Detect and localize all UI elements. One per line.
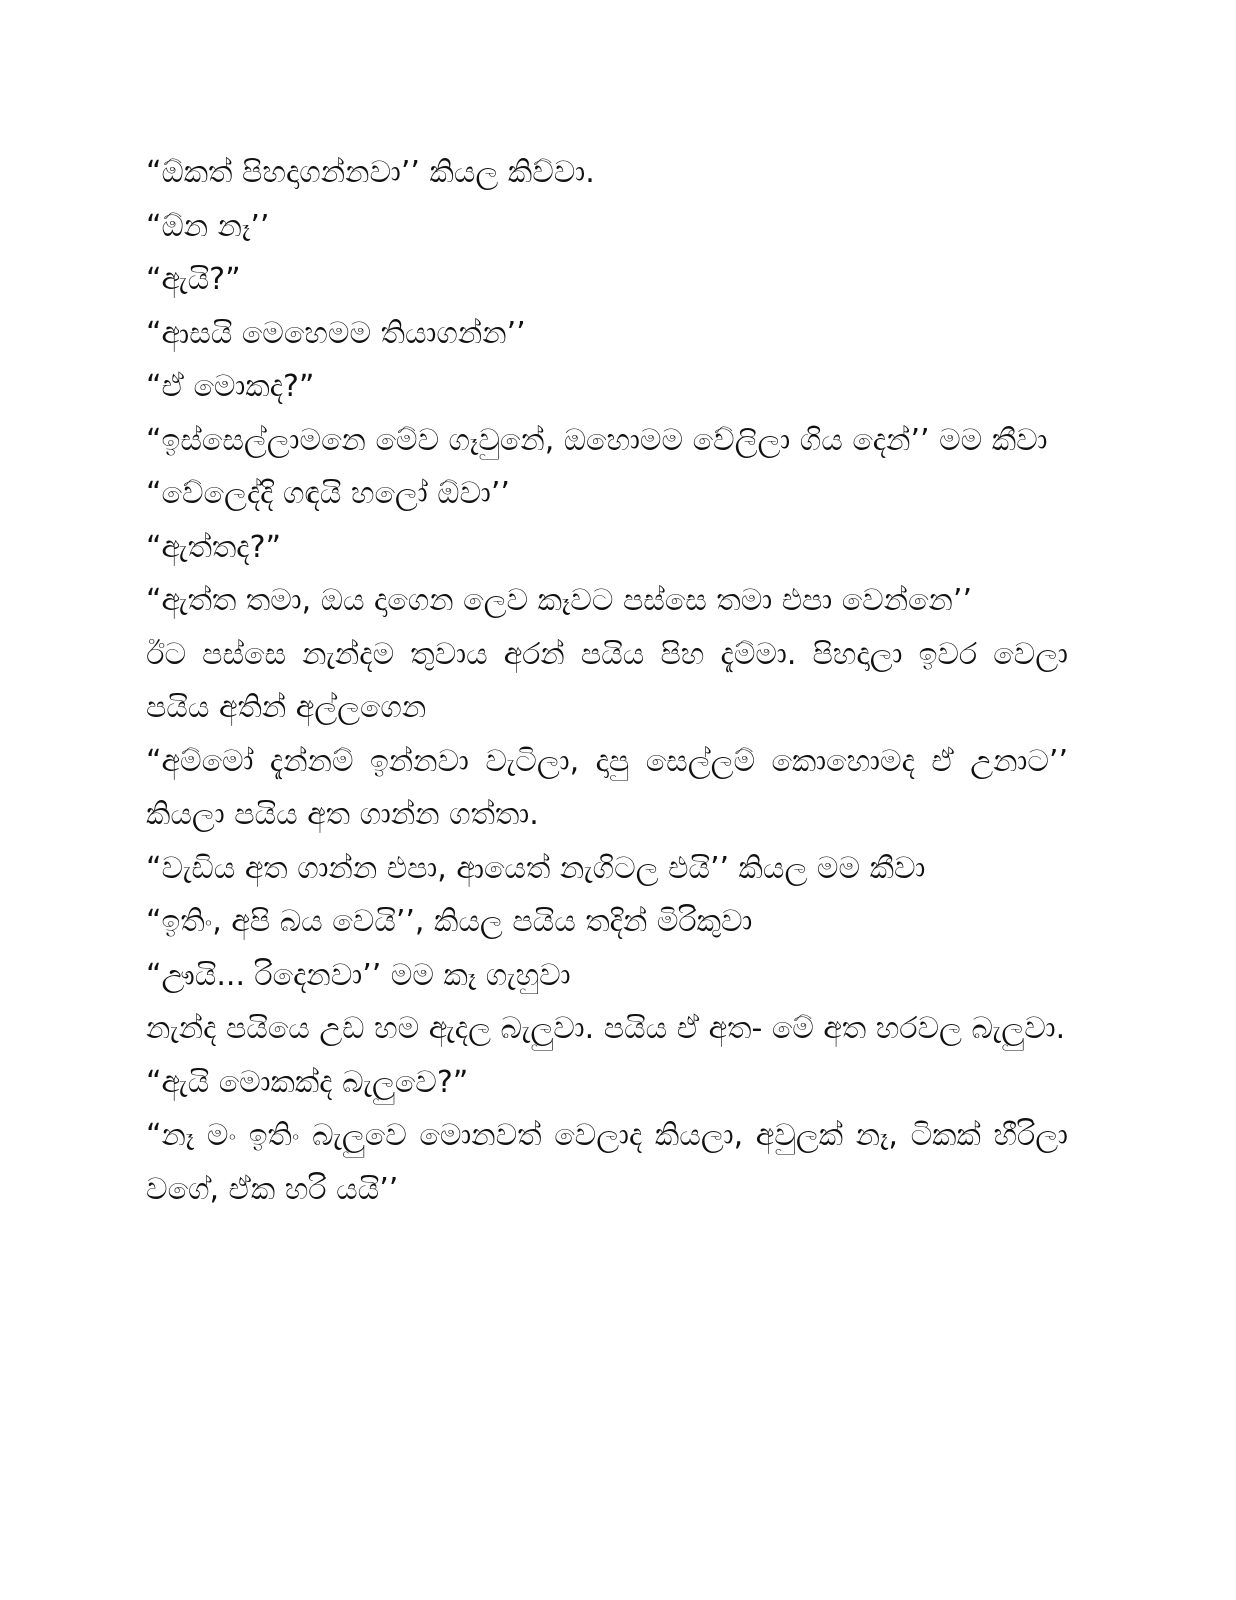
paragraph-5: “ඒ මොකද?” xyxy=(146,369,315,404)
paragraph-16: “ඇයි මොකක්ද බැලුවෙ?” xyxy=(146,1064,469,1100)
paragraph-7: “වේලෙද්දි ගඳයි හලෝ ඕවා’’ xyxy=(146,476,510,511)
paragraph-14: “ඌයි... රිදෙනවා’’ මම කෑ ගැහුවා xyxy=(146,957,571,993)
paragraph-2: “ඕන නෑ’’ xyxy=(146,208,270,244)
paragraph-17: “නෑ මං ඉතිං බැලුවෙ මොනවත් වෙලාද කියලා, අවුලක් නෑ, ටිකක් හීරිලා වගේ, ඒක හරි යයි’’ xyxy=(146,1118,1068,1207)
paragraph-9: “ඇත්ත තමා, ඔය දාගෙන ලෙව කෑවට පස්සෙ තමා එපා වෙන්නෙ’’ xyxy=(146,583,972,618)
paragraph-8: “ඇත්තද?” xyxy=(146,529,282,565)
story-text xyxy=(146,146,1068,1216)
paragraph-3: “ඇයි?” xyxy=(146,262,241,297)
paragraph-10: ඊට පස්සෙ නැන්දම තුවාය අරන් පයිය පිහ දැම්මා. පිහදාලා ඉවර වෙලා පයිය අතින් අල්ලගෙන xyxy=(146,636,1068,725)
paragraph-4: “ආසයි මෙහෙමම තියාගන්න’’ xyxy=(146,315,526,351)
paragraph-1: “ඕකත් පිහදාගන්නවා’’ කියල කිව්වා. xyxy=(146,155,595,190)
paragraph-6: “ඉස්සෙල්ලාමනෙ මේව ගෑවුනේ, ඔහොමම වේලිලා ගිය දෙන්’’ මම කීවා xyxy=(146,422,1048,458)
paragraph-13: “ඉතිං, අපි බය වෙයි’’, කියල පයිය තදින් මිරිකුවා xyxy=(146,904,753,939)
paragraph-15: නැන්ද පයියෙ උඩ හම ඇදල බැලුවා. පයිය ඒ අත- මේ අත හරවල බැලුවා. xyxy=(146,1011,1066,1046)
paragraph-11: “අම්මෝ දැන්නම් ඉන්නවා වැටිලා, දාපු සෙල්ලම් කොහොමද ඒ උනාට’’ කියලා පයිය අත ගාන්න ගත්තා. xyxy=(146,743,1068,832)
paragraph-12: “වැඩිය අත ගාන්න එපා, ආයෙත් නැගිටල එයි’’ කියල මම කීවා xyxy=(146,850,926,886)
